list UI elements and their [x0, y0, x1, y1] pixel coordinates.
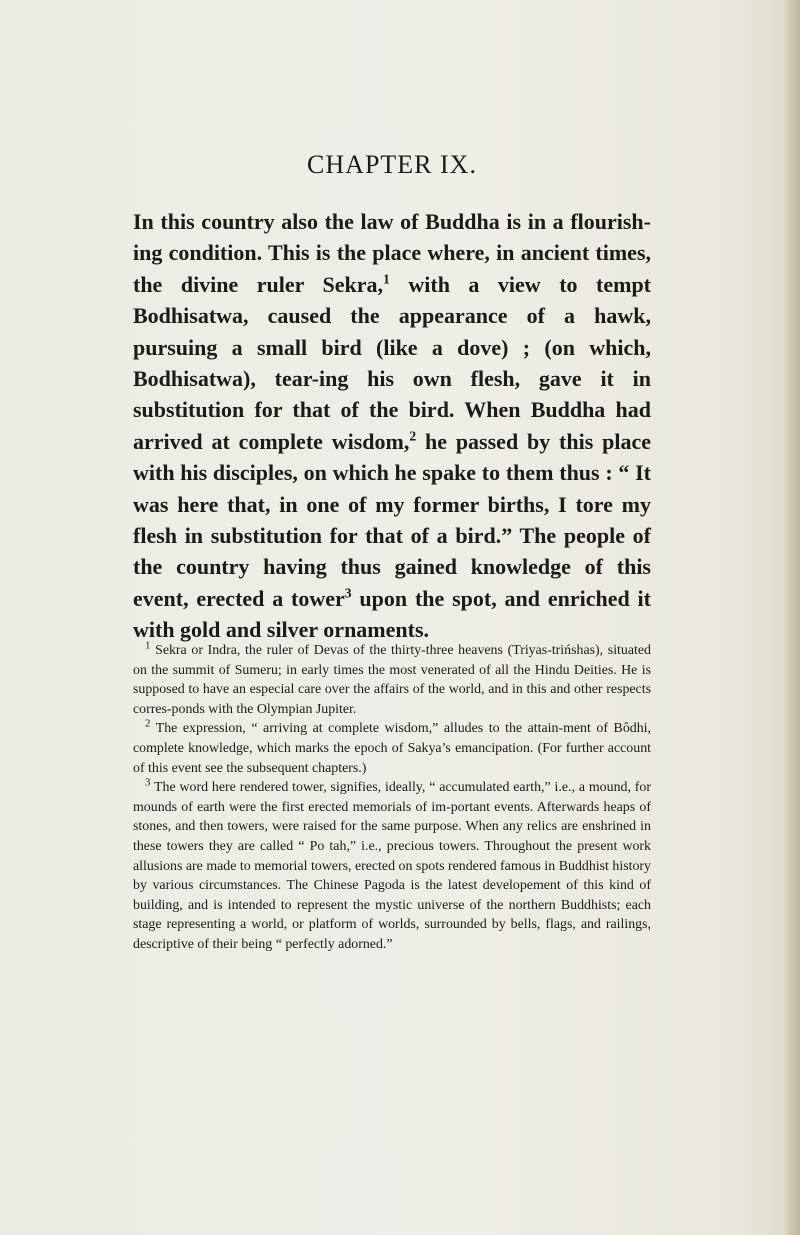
chapter-title: CHAPTER IX.: [307, 150, 477, 179]
footnote-mark-3: 3: [145, 776, 151, 789]
body-paragraph: [133, 206, 651, 646]
body-text-part-2: with a view to tempt Bodhisatwa, caused the appearance of a hawk, pursuing a small bird (like a dove) ; (on which, Bodhisatwa), tear-ing his own flesh, gave it in substitution for that of the bird. When Buddha had arrived at complete wisdom,: [133, 271, 651, 454]
footnote-text-3: The word here rendered tower, signifies, ideally, “ accumulated earth,” i.e., a mound, for mounds of earth were the first erected memorials of im-portant events. Afterwards heaps of stones, and then towers, were raised for the same purpose. When any relics are enshrined in these towers they are called “ Po tah,” i.e., precious towers. Throughout the present work allusions are made to memorial towers, erected on spots rendered famous in Buddhist history by various circumstances. The Chinese Pagoda is the latest developement of this kind of building, and is intended to represent the mystic universe of the northern Buddhists; each stage representing a world, or platform of worlds, surrounded by bells, flags, and railings, descriptive of their being “ perfectly adorned.”: [133, 780, 651, 952]
footnote-1: [133, 641, 651, 719]
footnote-mark-1: 1: [145, 639, 151, 652]
footnote-ref-2: 2: [409, 428, 417, 444]
footnote-text-1: Sekra or Indra, the ruler of Devas of the thirty-three heavens (Triyas-trińshas), situated on the summit of Sumeru; in early times the most venerated of all the Hindu Deities. He is supposed to have an especial care over the affairs of the world, and in this and other respects corres-ponds with the Olympian Jupiter.: [133, 643, 651, 717]
footnote-text-2: The expression, “ arriving at complete wisdom,” alludes to the attain-ment of Bôdhi, complete knowledge, which marks the epoch of Sakya’s emancipation. (For further account of this event see the subsequent chapters.): [133, 721, 651, 776]
footnote-2: [133, 719, 651, 778]
footnote-ref-1: 1: [383, 271, 390, 287]
footnote-mark-2: 2: [145, 717, 151, 730]
footnotes: [133, 641, 651, 955]
page-edge-shadow: [782, 0, 800, 1235]
footnote-3: [133, 778, 651, 954]
body-text-part-3: he passed by this place with his disciples, on which he spake to them thus : “ It was here that, in one of my former births, I tore my flesh in substitution for that of a bird.” The people of the country having thus gained knowledge of this event, erected a tower: [133, 428, 651, 611]
footnote-ref-3: 3: [344, 585, 352, 601]
body-text-part-4: upon the spot, and enriched it with gold and silver ornaments.: [133, 585, 651, 643]
body-text-part-1: In this country also the law of Buddha is in a flourish-ing condition. This is the place where, in ancient times, the divine ruler Sekra,: [133, 209, 651, 297]
